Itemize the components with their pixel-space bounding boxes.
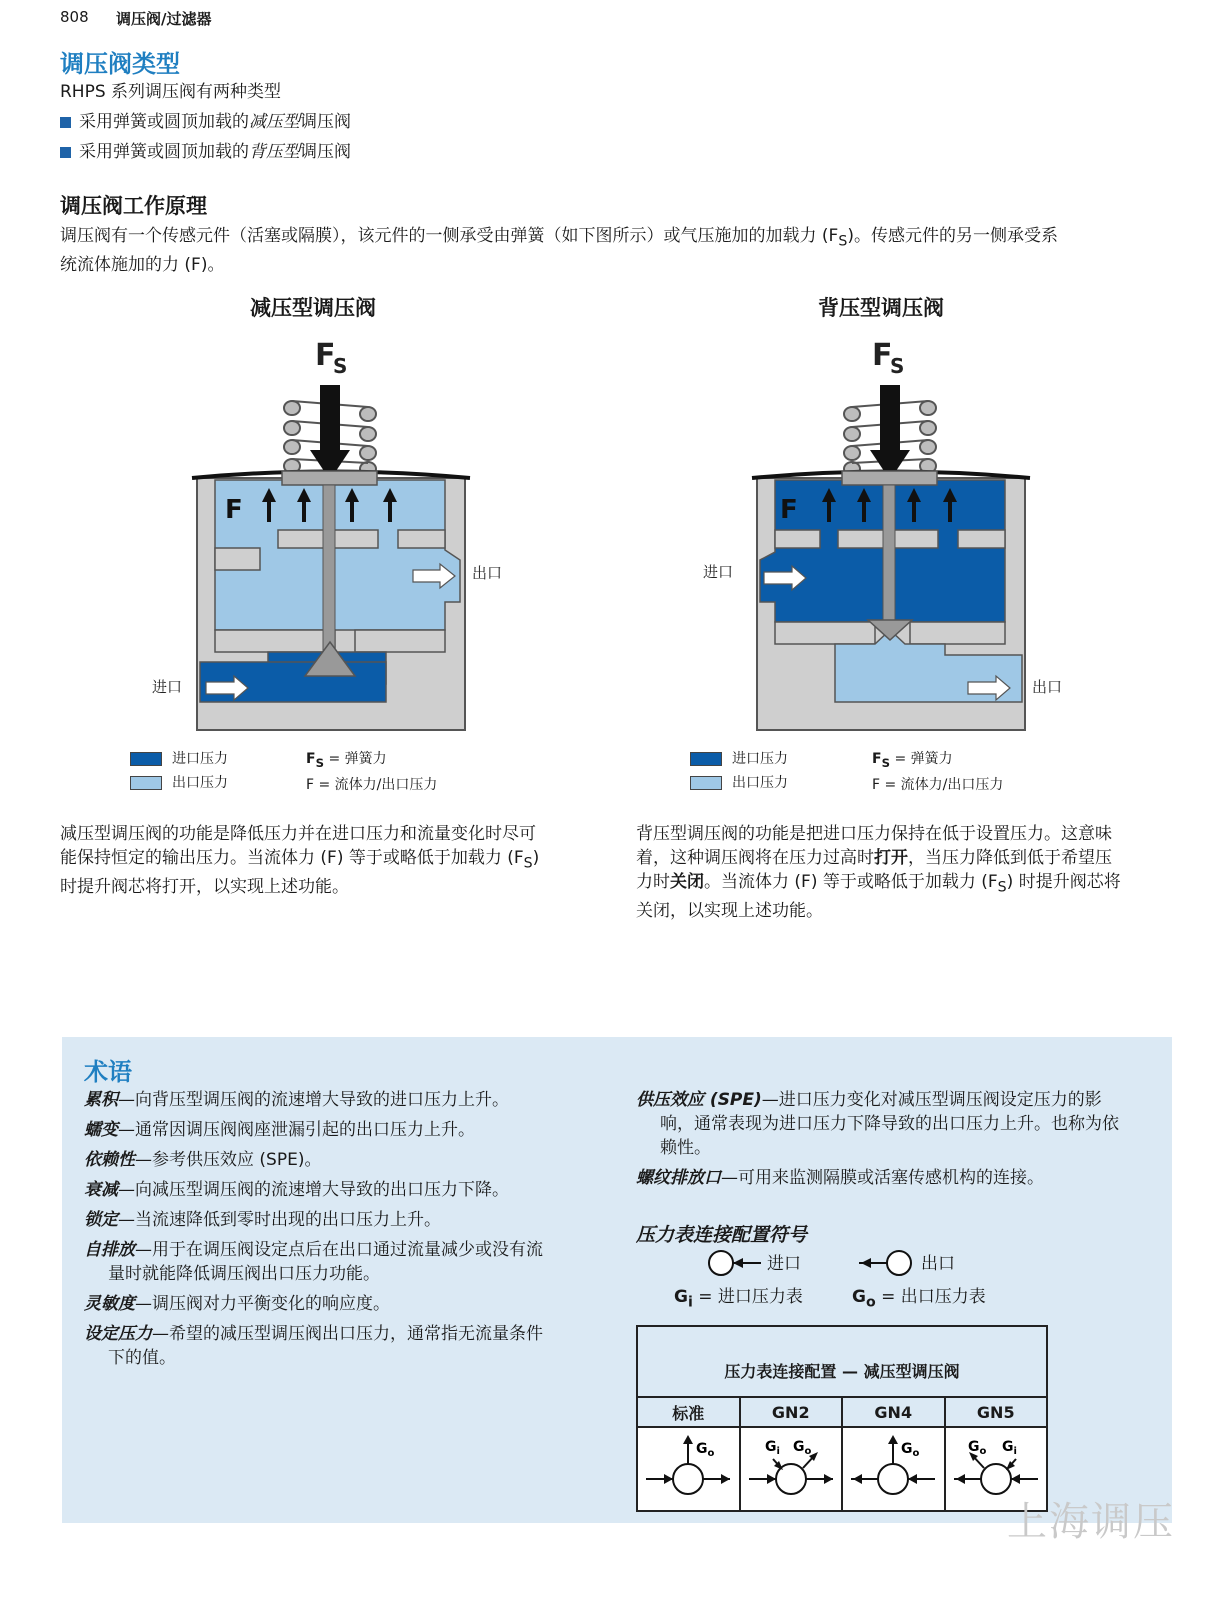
term-item xyxy=(84,1148,604,1178)
desc-sub: S xyxy=(523,855,533,872)
gi-sub: i xyxy=(687,1294,693,1311)
diagram-left-title: 减压型调压阀 xyxy=(250,296,376,320)
types-intro: RHPS 系列调压阀有两种类型 xyxy=(60,82,282,102)
inlet-swatch xyxy=(690,752,722,766)
principle-text-c: 统流体施加的力 (F)。 xyxy=(60,255,225,276)
principle-title: 调压阀工作原理 xyxy=(60,194,207,218)
bullet-text: 采用弹簧或圆顶加载的 xyxy=(79,112,249,132)
outlet-label: 出口 xyxy=(1032,678,1063,696)
table-title: 压力表连接配置 — 减压型调压阀 xyxy=(637,1326,1047,1397)
inlet-swatch xyxy=(130,752,162,766)
term-def: —可用来监测隔膜或活塞传感机构的连接。 xyxy=(721,1168,1044,1188)
desc-part: ) xyxy=(532,848,540,868)
desc-line xyxy=(636,846,1176,870)
backpressure-description xyxy=(636,822,1176,923)
svg-text:Gi: $G_i$ xyxy=(764,1439,780,1457)
config-gn4-cell xyxy=(842,1427,945,1511)
term-item xyxy=(84,1178,604,1208)
principle-text xyxy=(60,224,1160,277)
terms-title: 术语 xyxy=(84,1058,132,1086)
term-name: 螺纹排放口 xyxy=(636,1168,721,1188)
term-name: 依赖性 xyxy=(84,1150,135,1170)
inlet-label: 进口 xyxy=(703,563,734,581)
term-def: —调压阀对力平衡变化的响应度。 xyxy=(135,1294,390,1314)
legend-fs xyxy=(306,748,437,770)
back-pressure-diagram xyxy=(700,330,1100,740)
term-def: —向减压型调压阀的流速增大导致的出口压力下降。 xyxy=(118,1180,509,1200)
legend-inlet-text: 进口压力 xyxy=(172,751,228,767)
col-gn4: GN4 xyxy=(842,1397,945,1427)
term-def: —当流速降低到零时出现的出口压力上升。 xyxy=(118,1210,441,1230)
term-def: —进口压力变化对减压型调压阀设定压力的影 xyxy=(761,1090,1102,1110)
config-standard-cell xyxy=(637,1427,740,1511)
legend-left-forces xyxy=(306,748,437,794)
gauge-gi-def xyxy=(674,1285,803,1314)
term-def-cont: 响，通常表现为进口压力下降导致的出口压力上升。也称为依 xyxy=(660,1114,1119,1134)
f-label: F xyxy=(225,495,243,525)
desc-sub: S xyxy=(997,879,1007,896)
col-standard: 标准 xyxy=(637,1397,740,1427)
principle-sub: S xyxy=(838,233,848,250)
diagram-right-title: 背压型调压阀 xyxy=(818,296,944,320)
term-item xyxy=(84,1118,604,1148)
term-def: —用于在调压阀设定点后在出口通过流量减少或没有流 xyxy=(135,1240,543,1260)
desc-part: 着，这种调压阀将在压力过高时 xyxy=(636,848,874,868)
desc-bold: 打开 xyxy=(874,848,908,868)
term-name: 供压效应 (SPE) xyxy=(636,1090,762,1110)
legend-f: F = 流体力/出口压力 xyxy=(306,776,438,793)
desc-part: 力时 xyxy=(636,872,670,892)
terms-right-column xyxy=(636,1088,1156,1196)
go-def-text: = 出口压力表 xyxy=(881,1287,986,1307)
gauge-title: 压力表连接配置符号 xyxy=(636,1224,808,1246)
term-item xyxy=(84,1088,604,1118)
legend-outlet xyxy=(690,772,788,792)
term-name: 蠕变 xyxy=(84,1120,118,1140)
bullet-em: 背压型 xyxy=(249,142,300,162)
legend-outlet-text: 出口压力 xyxy=(732,775,788,791)
principle-text-a: 调压阀有一个传感元件（活塞或隔膜），该元件的一侧承受由弹簧（如下图所示）或气压施加的加载力 (F xyxy=(60,226,839,246)
bullet-square-icon xyxy=(60,117,71,128)
bullet-text: 调压阀 xyxy=(300,142,351,162)
svg-text:Go: $G_o$ xyxy=(967,1439,987,1457)
go-symbol: G xyxy=(852,1287,866,1307)
desc-line: 关闭，以实现上述功能。 xyxy=(636,901,823,922)
legend-fs-text: = 弹簧力 xyxy=(894,751,953,767)
legend-f: F = 流体力/出口压力 xyxy=(872,776,1004,793)
term-def: —希望的减压型调压阀出口压力，通常指无流量条件 xyxy=(152,1324,543,1344)
svg-text:Go: $G_o$ xyxy=(792,1439,812,1457)
outlet-swatch xyxy=(690,776,722,790)
term-def-cont: 下的值。 xyxy=(108,1348,176,1368)
outlet-label: 出口 xyxy=(472,564,503,582)
col-gn5: GN5 xyxy=(945,1397,1048,1427)
legend-inlet xyxy=(130,748,228,768)
fs-label: F xyxy=(872,338,893,373)
watermark: 上海调压 xyxy=(1007,1499,1175,1545)
legend-inlet xyxy=(690,748,788,768)
term-def-cont: 量时就能降低调压阀出口压力功能。 xyxy=(108,1264,380,1284)
gauge-config-table xyxy=(636,1325,1048,1512)
term-name: 累积 xyxy=(84,1090,118,1110)
section-header: 调压阀/过滤器 xyxy=(116,10,212,28)
outlet-swatch xyxy=(130,776,162,790)
bullet-text: 采用弹簧或圆顶加载的 xyxy=(79,142,249,162)
load-arrow-icon xyxy=(870,385,910,480)
inlet-label: 进口 xyxy=(152,678,183,696)
gauge-inlet-word: 进口 xyxy=(767,1254,801,1274)
legend-left xyxy=(130,748,228,792)
term-name: 锁定 xyxy=(84,1210,118,1230)
term-name: 自排放 xyxy=(84,1240,135,1260)
term-item xyxy=(84,1322,604,1376)
gauge-outlet-word: 出口 xyxy=(921,1254,955,1274)
svg-text:Go: $G_o$ xyxy=(696,1441,715,1459)
term-item xyxy=(84,1292,604,1322)
inlet-gauge-symbol-icon xyxy=(705,1247,765,1279)
term-name: 衰减 xyxy=(84,1180,118,1200)
fs-sub: S xyxy=(333,354,348,378)
desc-line: 减压型调压阀的功能是降低压力并在进口压力和流量变化时尽可 xyxy=(60,824,536,844)
term-def-cont: 赖性。 xyxy=(660,1138,711,1158)
go-sub: o xyxy=(865,1294,876,1311)
config-gn2-icon xyxy=(743,1429,839,1505)
term-name: 灵敏度 xyxy=(84,1294,135,1314)
term-item xyxy=(636,1088,1156,1166)
load-arrow-icon xyxy=(310,385,350,480)
desc-part: 能保持恒定的输出压力。当流体力 (F) 等于或略低于加载力 (F xyxy=(60,848,524,868)
legend-fs-sub: S xyxy=(315,755,324,770)
legend-fs-f: F xyxy=(872,751,882,767)
gi-symbol: G xyxy=(674,1287,688,1307)
desc-line xyxy=(60,846,600,875)
config-gn2-cell xyxy=(740,1427,843,1511)
legend-fs-sub: S xyxy=(881,755,890,770)
page-number: 808 xyxy=(60,8,89,26)
desc-part: ，当压力降低到低于希望压 xyxy=(908,848,1112,868)
desc-line xyxy=(636,870,1176,899)
svg-text:Go: $G_o$ xyxy=(901,1441,920,1459)
gauge-go-def xyxy=(852,1285,986,1314)
fs-label: F xyxy=(315,338,336,373)
svg-text:Gi: $G_i$ xyxy=(1001,1439,1017,1457)
bullet-square-icon xyxy=(60,147,71,158)
gi-def-text: = 进口压力表 xyxy=(698,1287,803,1307)
fs-sub: S xyxy=(890,354,905,378)
reducing-description xyxy=(60,822,600,899)
types-title: 调压阀类型 xyxy=(60,50,180,78)
legend-fs xyxy=(872,748,1003,770)
term-def: —参考供压效应 (SPE)。 xyxy=(135,1150,322,1170)
term-def: —向背压型调压阀的流速增大导致的进口压力上升。 xyxy=(118,1090,509,1110)
bullet-text: 调压阀 xyxy=(300,112,351,132)
pressure-reducing-diagram xyxy=(140,330,540,740)
legend-fs-text: = 弹簧力 xyxy=(328,751,387,767)
desc-part: 。当流体力 (F) 等于或略低于加载力 (F xyxy=(704,872,998,892)
types-bullet-2 xyxy=(60,140,351,164)
config-standard-icon xyxy=(640,1429,736,1505)
legend-outlet-text: 出口压力 xyxy=(172,775,228,791)
term-item xyxy=(84,1208,604,1238)
terms-left-column xyxy=(84,1088,604,1376)
legend-fs-f: F xyxy=(306,751,316,767)
bullet-em: 减压型 xyxy=(249,112,300,132)
legend-right-forces xyxy=(872,748,1003,794)
desc-bold: 关闭 xyxy=(670,872,704,892)
config-gn4-icon xyxy=(845,1429,941,1505)
outlet-gauge-symbol-icon xyxy=(857,1247,917,1279)
f-label: F xyxy=(780,495,798,525)
col-gn2: GN2 xyxy=(740,1397,843,1427)
desc-line: 时提升阀芯将打开，以实现上述功能。 xyxy=(60,877,349,898)
desc-line: 背压型调压阀的功能是把进口压力保持在低于设置压力。这意味 xyxy=(636,824,1112,844)
principle-text-b: )。传感元件的另一侧承受系 xyxy=(847,226,1058,246)
term-item xyxy=(84,1238,604,1292)
term-name: 设定压力 xyxy=(84,1324,152,1344)
legend-inlet-text: 进口压力 xyxy=(732,751,788,767)
term-def: —通常因调压阀阀座泄漏引起的出口压力上升。 xyxy=(118,1120,475,1140)
term-item xyxy=(636,1166,1156,1196)
legend-outlet xyxy=(130,772,228,792)
types-bullet-1 xyxy=(60,110,351,134)
legend-right xyxy=(690,748,788,792)
desc-part: ) 时提升阀芯将 xyxy=(1006,872,1121,892)
